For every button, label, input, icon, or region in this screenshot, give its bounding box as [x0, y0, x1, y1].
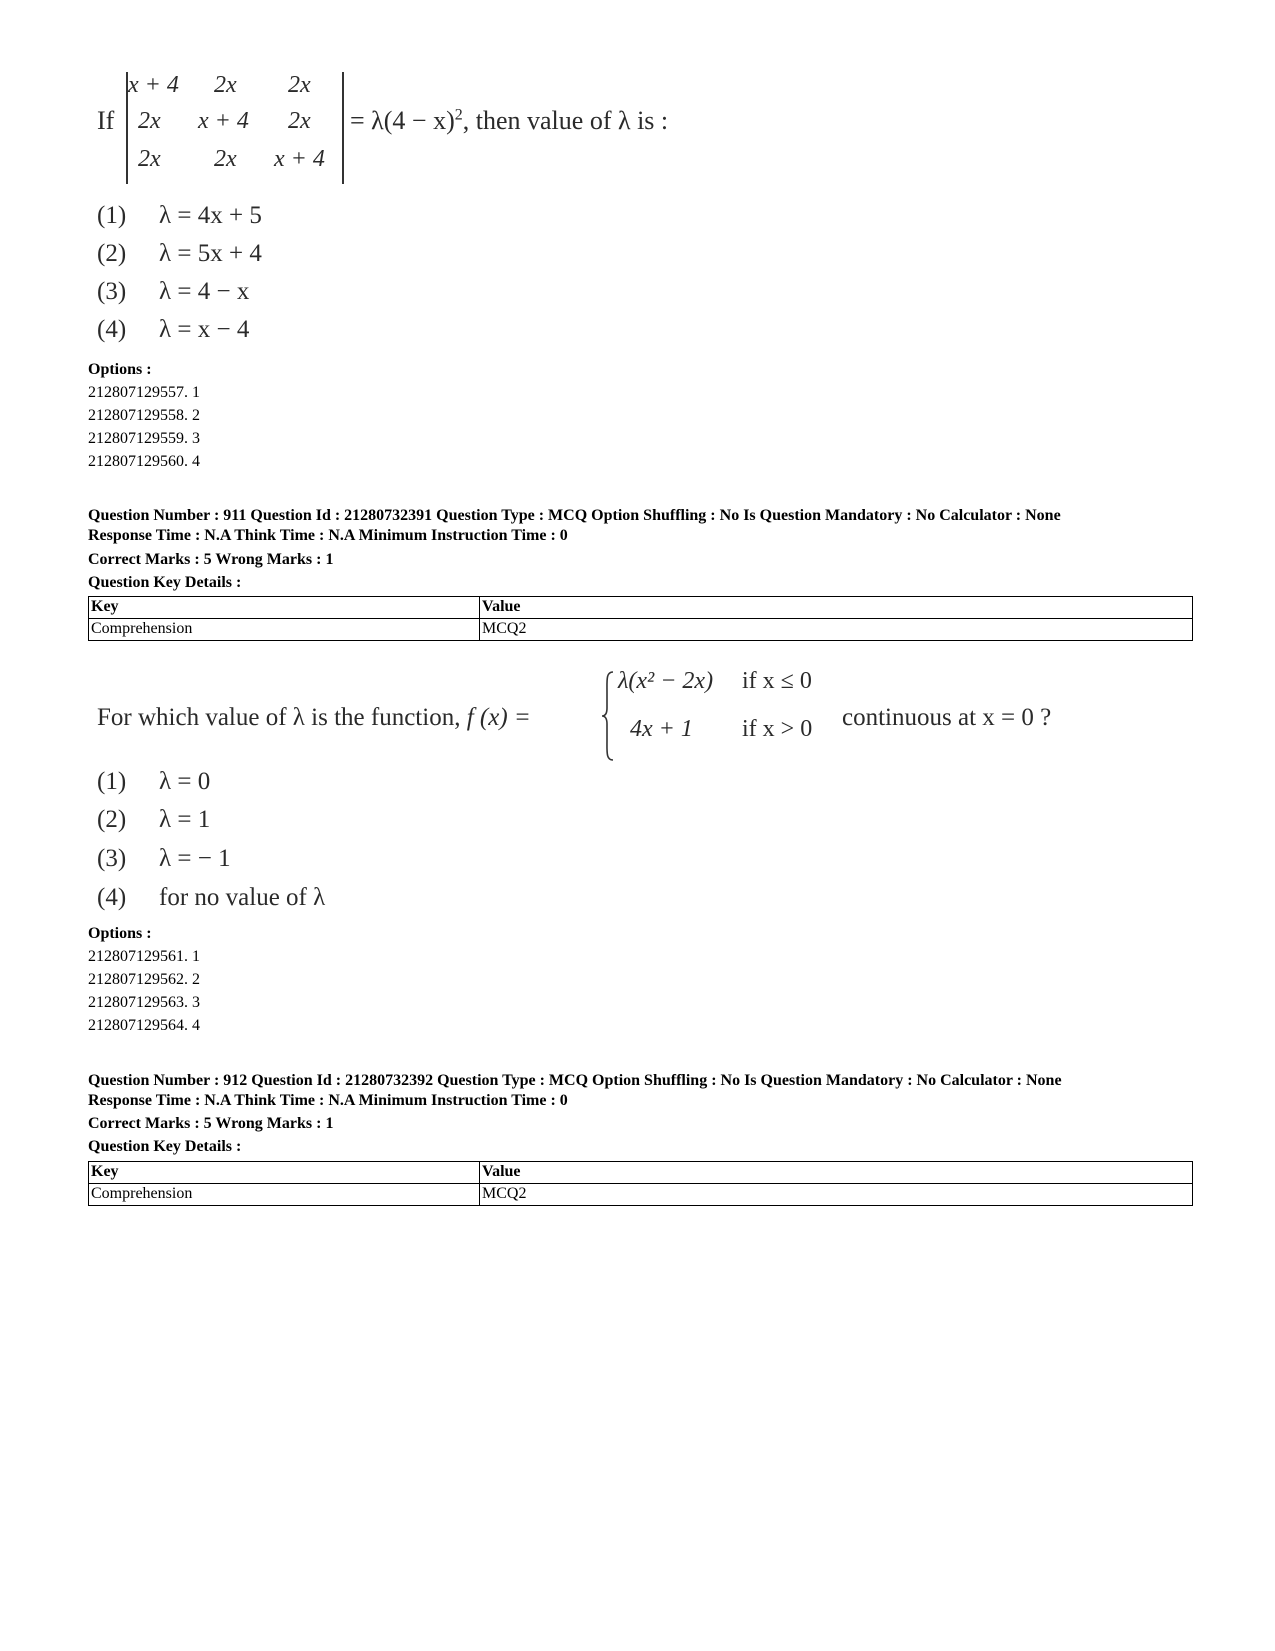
table-header-key: Key: [89, 1162, 480, 1184]
choice-number: (4): [97, 316, 127, 343]
table-header-row: [89, 1162, 1193, 1184]
question-meta-line2: Response Time : N.A Think Time : N.A Minimum Instruction Time : 0: [88, 1092, 568, 1109]
matrix-cell: 2x: [288, 108, 311, 134]
function-lhs: f (x) =: [466, 704, 531, 731]
matrix-cell: 2x: [214, 72, 237, 98]
option-id: 212807129563. 3: [88, 994, 200, 1011]
question-meta-line1: Question Number : 911 Question Id : 21280732391 Question Type : MCQ Option Shuffling : No Is Question Mandatory : No Calculator : None: [88, 507, 1061, 524]
choice-item: [97, 202, 262, 230]
determinant-matrix: [126, 72, 344, 184]
table-header-key: Key: [89, 597, 480, 619]
option-id: 212807129560. 4: [88, 453, 200, 470]
choice-text: λ = 4 − x: [159, 278, 250, 305]
determinant-right-bar: [342, 72, 344, 184]
option-id: 212807129562. 2: [88, 971, 200, 988]
question-if-label: If: [97, 106, 115, 135]
option-id: 212807129557. 1: [88, 384, 200, 401]
option-id: 212807129561. 1: [88, 948, 200, 965]
matrix-cell: 2x: [138, 146, 161, 172]
choice-text: λ = 0: [159, 768, 211, 795]
choice-text: λ = x − 4: [159, 316, 250, 343]
option-id: 212807129558. 2: [88, 407, 200, 424]
question-marks: Correct Marks : 5 Wrong Marks : 1: [88, 551, 334, 568]
option-id: 212807129564. 4: [88, 1017, 200, 1034]
table-cell-key: Comprehension: [89, 1184, 480, 1206]
choice-number: (4): [97, 884, 127, 911]
choice-item: [97, 768, 210, 796]
choice-number: (1): [97, 768, 127, 795]
piecewise-brace-icon: [601, 670, 615, 762]
choice-item: [97, 240, 262, 268]
table-cell-value: MCQ2: [480, 1184, 1193, 1206]
question-meta-line2: Response Time : N.A Think Time : N.A Minimum Instruction Time : 0: [88, 527, 568, 544]
choice-item: [97, 316, 249, 344]
option-id: 212807129559. 3: [88, 430, 200, 447]
table-row: [89, 1184, 1193, 1206]
options-label: Options :: [88, 925, 152, 942]
question-meta-line1: Question Number : 912 Question Id : 21280732392 Question Type : MCQ Option Shuffling : No Is Question Mandatory : No Calculator : None: [88, 1072, 1062, 1089]
table-row: [89, 619, 1193, 641]
choice-number: (3): [97, 278, 127, 305]
matrix-cell: x + 4: [128, 72, 179, 98]
rhs-suffix: , then value of λ is :: [462, 106, 669, 135]
rhs-exponent: 2: [454, 106, 463, 124]
case2-expression: 4x + 1: [630, 716, 693, 742]
choice-item: [97, 278, 249, 306]
choice-text: λ = 5x + 4: [159, 240, 262, 267]
matrix-cell: 2x: [138, 108, 161, 134]
choice-number: (3): [97, 845, 127, 872]
matrix-cell: 2x: [288, 72, 311, 98]
rhs-expression: = λ(4 − x): [350, 106, 455, 135]
case1-expression: λ(x² − 2x): [618, 668, 714, 694]
question-marks: Correct Marks : 5 Wrong Marks : 1: [88, 1115, 334, 1132]
choice-text: for no value of λ: [159, 884, 326, 911]
key-details-label: Question Key Details :: [88, 1138, 242, 1155]
table-cell-value: MCQ2: [480, 619, 1193, 641]
matrix-cell: 2x: [214, 146, 237, 172]
options-label: Options :: [88, 361, 152, 378]
choice-item: [97, 845, 231, 873]
table-cell-key: Comprehension: [89, 619, 480, 641]
question-suffix: continuous at x = 0 ?: [842, 704, 1052, 731]
choice-item: [97, 884, 325, 912]
table-header-value: Value: [480, 1162, 1193, 1184]
choice-item: [97, 806, 210, 834]
table-header-value: Value: [480, 597, 1193, 619]
determinant-rhs: [350, 106, 668, 136]
choice-text: λ = − 1: [159, 845, 231, 872]
matrix-cell: x + 4: [198, 108, 249, 134]
table-header-row: [89, 597, 1193, 619]
choice-text: λ = 4x + 5: [159, 202, 262, 229]
case2-condition: if x > 0: [742, 716, 813, 742]
choice-text: λ = 1: [159, 806, 211, 833]
question-prefix: For which value of λ is the function,: [97, 704, 461, 731]
key-details-table: [88, 596, 1193, 641]
case1-condition: if x ≤ 0: [742, 668, 812, 694]
choice-number: (1): [97, 202, 127, 229]
matrix-cell: x + 4: [274, 146, 325, 172]
choice-number: (2): [97, 240, 127, 267]
question-text: [97, 704, 531, 732]
key-details-label: Question Key Details :: [88, 574, 242, 591]
key-details-table: [88, 1161, 1193, 1206]
choice-number: (2): [97, 806, 127, 833]
